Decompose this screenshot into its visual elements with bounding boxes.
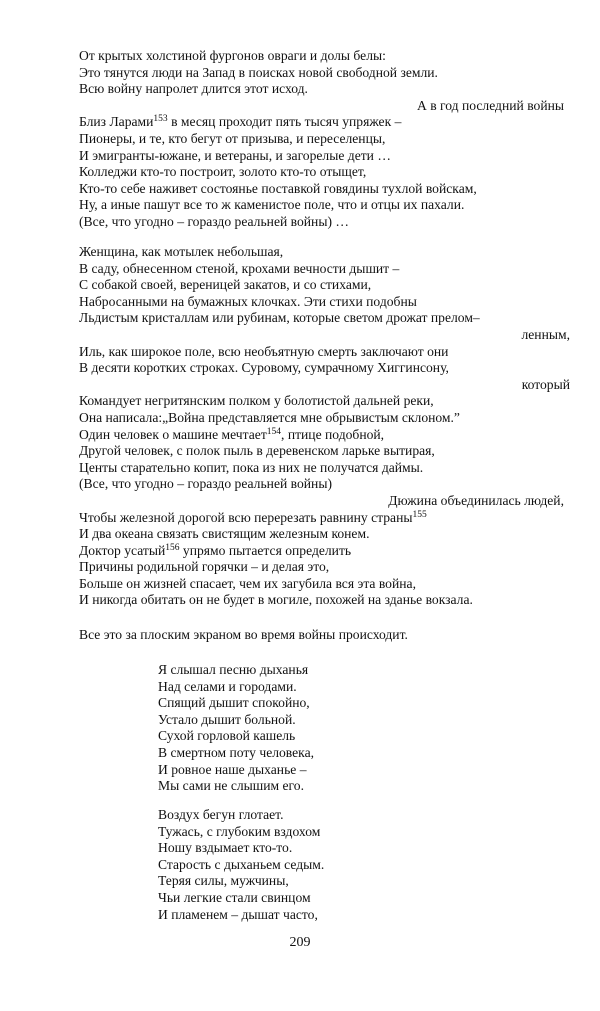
verse-line: И два океана связать свистящим железным конем. (79, 526, 370, 542)
verse-line: С собакой своей, вереницей закатов, и со стихами, (79, 277, 372, 293)
verse-line: Мы сами не слышим его. (158, 778, 304, 794)
verse-line: Она написала:„Война представляется мне обрывистым склоном.” (79, 409, 460, 425)
footnote-marker: 153 (153, 114, 168, 125)
verse-line: Пионеры, и те, кто бегут от призыва, и переселенцы, (79, 130, 386, 146)
inset-poem-stanza-1 (158, 662, 418, 795)
verse-line: Устало дышит больной. (158, 711, 296, 727)
verse-line: Доктор усатый$^{156}$ упрямо пытается определить (79, 542, 352, 558)
verse-line: И никогда обитать он не будет в могиле, похожей на зданье вокзала. (79, 592, 473, 608)
verse-line: Центы старательно копит, пока из них не получатся даймы. (79, 459, 424, 475)
verse-line: Спящий дышит спокойно, (158, 695, 310, 711)
verse-line: И ровное наше дыханье – (158, 761, 307, 777)
verse-line: Я слышал песню дыханья (158, 662, 309, 677)
footnote-marker: 154 (266, 426, 282, 437)
verse-line: Воздух бегун глотает. (158, 807, 284, 822)
verse-line: Ношу вздымает кто-то. (158, 840, 293, 856)
verse-line-wrap: ленным, (521, 326, 570, 342)
verse-line: От крытых холстиной фургонов овраги и долы белы: (79, 48, 386, 63)
verse-line: И эмигранты-южане, и ветераны, и загорелые дети … (79, 147, 391, 163)
verse-line: В десяти коротких строках. Суровому, сумрачному Хиггинсону, (79, 360, 449, 376)
inset-poem-stanza-2 (158, 807, 418, 923)
verse-line: Больше он жизней спасает, чем их загубила вся эта война, (79, 575, 416, 591)
verse-line: Близ Ларами$^{153}$ в месяц проходит пять тысяч упряжек – (79, 114, 402, 130)
verse-line: Старость с дыханьем седым. (158, 856, 325, 872)
verse-line: Чьи легкие стали свинцом (158, 889, 311, 905)
verse-line-indented: Дюжина объединилась людей, (388, 492, 564, 508)
footnote-marker: 155 (412, 509, 427, 520)
verse-line: Сухой горловой кашель (158, 728, 296, 744)
verse-line: Ну, а иные пашут все то ж каменистое поле, что и отцы их пахали. (79, 197, 465, 213)
verse-line: (Все, что угодно – гораздо реальней войны) (79, 476, 332, 492)
verse-line: (Все, что угодно – гораздо реальней войны) … (79, 213, 349, 229)
summary-stanza (79, 627, 570, 644)
verse-line: В саду, обнесенном стеной, крохами вечности дышит – (79, 260, 400, 276)
verse-line: Теряя силы, мужчины, (158, 873, 289, 889)
verse-line: В смертном поту человека, (158, 744, 315, 760)
page-number: 209 (289, 935, 311, 950)
verse-line: Набросанными на бумажных клочках. Эти стихи подобны (79, 293, 417, 309)
verse-line: И пламенем – дышат часто, (158, 906, 318, 922)
verse-line: Иль, как широкое поле, всю необъятную смерть заключают они (79, 343, 449, 359)
verse-line: Льдистым кристаллам или рубинам, которые светом дрожат прелом– (79, 310, 480, 326)
stanza-2 (79, 244, 570, 609)
verse-line: Причины родильной горячки – и делая это, (79, 559, 330, 575)
verse-line: Тужась, с глубоким вздохом (158, 823, 321, 839)
verse-line: Чтобы железной дорогой всю перерезать равнину страны$^{155}$ (79, 509, 427, 525)
verse-line: Все это за плоским экраном во время войны происходит. (79, 627, 408, 642)
footnote-marker: 156 (165, 542, 180, 553)
verse-line: Колледжи кто-то построит, золото кто-то отыщет, (79, 164, 367, 180)
verse-line-indented: А в год последний войны (416, 97, 564, 113)
verse-line: Над селами и городами. (158, 678, 297, 694)
verse-line: Один человек о машине мечтает$^{154}$, птице подобной, (79, 426, 385, 442)
verse-line: Командует негритянским полком у болотистой дальней реки, (79, 393, 434, 409)
verse-line: Это тянутся люди на Запад в поисках новой свободной земли. (79, 64, 438, 80)
verse-line: Женщина, как мотылек небольшая, (79, 244, 284, 259)
verse-line: Всю войну напролет длится этот исход. (79, 81, 308, 97)
verse-line: Кто-то себе наживет состоянье поставкой говядины тухлой войскам, (79, 180, 477, 196)
stanza-1 (79, 48, 570, 231)
verse-line: Другой человек, с полок пыль в деревенском ларьке вытирая, (79, 443, 435, 459)
verse-line-wrap: который (521, 376, 570, 392)
